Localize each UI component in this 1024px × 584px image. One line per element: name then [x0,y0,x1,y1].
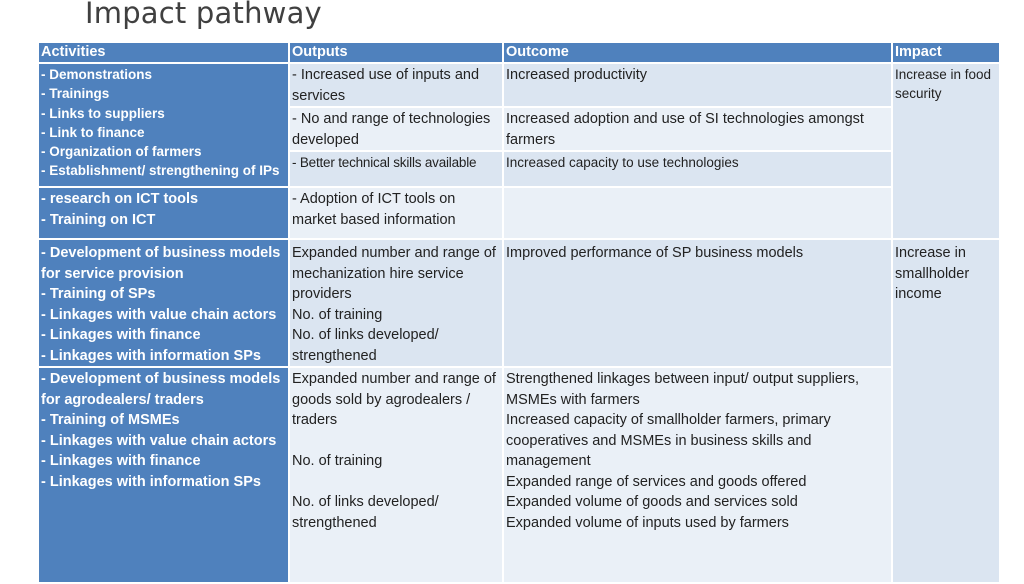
activities-cell: - Development of business models for agrodealers/ traders - Training of MSMEs - Linkages with value chain actors - Linkages with finance - Linkages with information SPs [38,367,289,583]
outcome-cell: Strengthened linkages between input/ output suppliers, MSMEs with farmers Increased capacity of smallholder farmers, primary cooperatives and MSMEs in business skills and management Expanded range of services and goods offered Expanded volume of goods and services sold Expanded volume of inputs used by farmers [503,367,892,583]
outcome-cell: Increased capacity to use technologies [503,151,892,187]
output-cell: - Better technical skills available [289,151,503,187]
impact-pathway-table [37,41,1001,584]
output-cell: Expanded number and range of goods sold by agrodealers / traders No. of training No. of links developed/ strengthened [289,367,503,583]
outcome-cell [503,187,892,239]
table-row [38,63,1000,107]
table-row [38,187,1000,239]
output-cell: - Adoption of ICT tools on market based information [289,187,503,239]
table-row [38,367,1000,583]
output-cell: - No and range of technologies developed [289,107,503,151]
header-row [38,42,1000,63]
impact-cell: Increase in smallholder income [892,239,1000,583]
header-outputs: Outputs [289,42,503,63]
header-activities: Activities [38,42,289,63]
outcome-cell: Increased adoption and use of SI technologies amongst farmers [503,107,892,151]
outcome-cell: Increased productivity [503,63,892,107]
header-impact: Impact [892,42,1000,63]
activities-cell: - Demonstrations - Trainings - Links to suppliers - Link to finance - Organization of farmers - Establishment/ strengthening of IPs [38,63,289,187]
output-cell: - Increased use of inputs and services [289,63,503,107]
output-cell: Expanded number and range of mechanization hire service providers No. of training No. of links developed/ strengthened [289,239,503,367]
activities-cell: - research on ICT tools - Training on ICT [38,187,289,239]
table-row [38,239,1000,367]
activities-cell: - Development of business models for service provision - Training of SPs - Linkages with value chain actors - Linkages with finance - Linkages with information SPs [38,239,289,367]
header-outcome: Outcome [503,42,892,63]
outcome-cell: Improved performance of SP business models [503,239,892,367]
page-title: Impact pathway [85,0,322,30]
impact-cell: Increase in food security [892,63,1000,239]
